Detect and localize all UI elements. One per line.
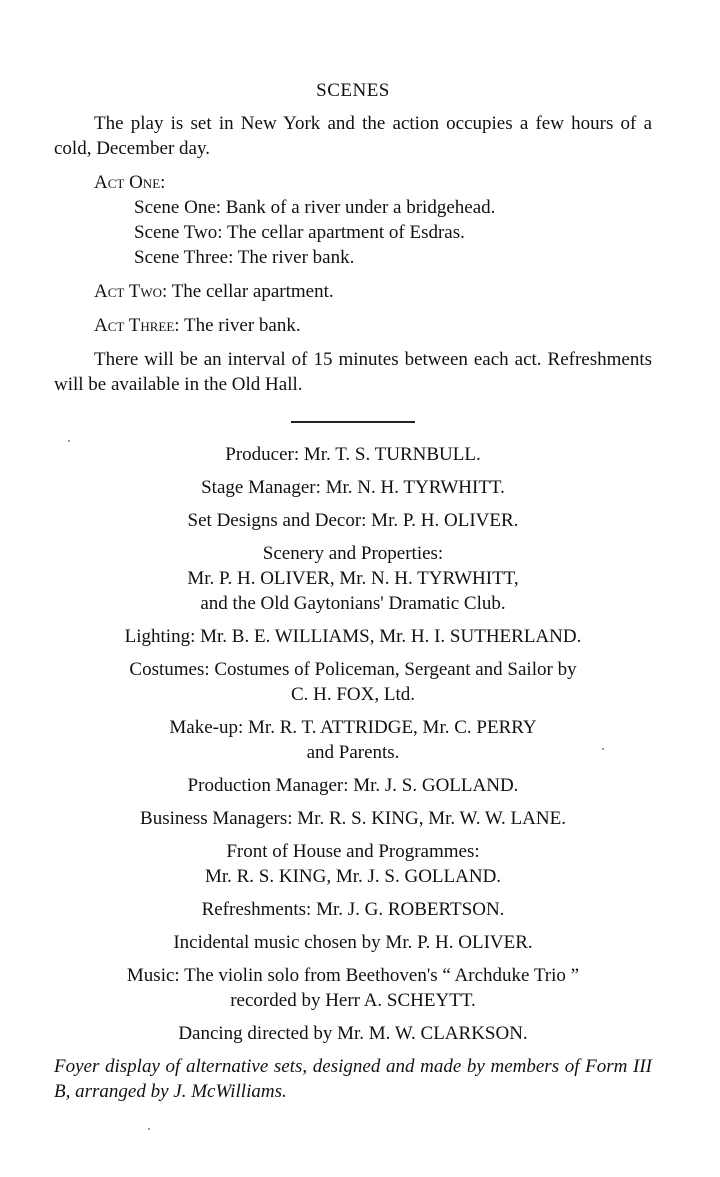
credit-line: Scenery and Properties: [262,542,444,564]
act-one-label: Act One [94,172,161,193]
credit-line: Costumes: Costumes of Policeman, Sergeant and Sailor by [129,658,577,680]
credit-line: Business Managers: Mr. R. S. KING, Mr. W. W. LANE. [140,807,566,829]
credit-line: and Parents. [306,741,400,763]
credit-entry [54,963,652,1013]
credit-entry [54,897,652,922]
act-three-text: The river bank. [183,315,301,336]
credit-line: Set Designs and Decor: Mr. P. H. OLIVER. [187,509,519,531]
credit-entry [54,541,652,616]
print-speck [68,440,70,442]
credit-entry [54,839,652,889]
act-two-text: The cellar apartment. [171,281,334,302]
credit-entry [54,442,652,467]
credit-line: Make-up: Mr. R. T. ATTRIDGE, Mr. C. PERRY [169,716,537,738]
credit-line: Front of House and Programmes: [226,840,480,862]
credit-line: Mr. R. S. KING, Mr. J. S. GOLLAND. [204,865,502,887]
act-three-label: Act Three [94,315,175,336]
act-one-scenes [134,195,652,270]
programme-page [54,78,652,1104]
credit-line: Stage Manager: Mr. N. H. TYRWHITT. [201,476,505,498]
credit-line: Lighting: Mr. B. E. WILLIAMS, Mr. H. I. SUTHERLAND. [124,625,582,647]
act-two: Act Two: The cellar apartment. [94,281,334,302]
scene-three: Scene Three: The river bank. [134,247,355,268]
credit-line: Mr. P. H. OLIVER, Mr. N. H. TYRWHITT, [187,567,519,589]
credit-line: Incidental music chosen by Mr. P. H. OLIVER. [173,931,533,953]
scene-one: Scene One: Bank of a river under a bridgehead. [134,197,496,218]
foyer-note: Foyer display of alternative sets, designed and made by members of Form III B, arranged by J. McWilliams. [54,1055,652,1102]
credit-entry [54,475,652,500]
credit-entry [54,624,652,649]
credit-entry [54,657,652,707]
act-one [94,170,652,195]
credit-entry [54,773,652,798]
interval-paragraph: There will be an interval of 15 minutes between each act. Refreshments will be available in the Old Hall. [54,349,652,395]
credit-entry [54,715,652,765]
credit-line: and the Old Gaytonians' Dramatic Club. [200,592,506,614]
scene-two: Scene Two: The cellar apartment of Esdras. [134,222,465,243]
credit-entry [54,1021,652,1046]
act-one-colon: : [160,172,166,193]
credit-line: Producer: Mr. T. S. TURNBULL. [225,443,481,465]
credit-entry [54,508,652,533]
credit-line: Music: The violin solo from Beethoven's “ Archduke Trio ” [126,964,580,986]
credit-line: recorded by Herr A. SCHEYTT. [230,989,476,1011]
credit-line: Refreshments: Mr. J. G. ROBERTSON. [201,898,505,920]
credit-entry [54,806,652,831]
print-speck [602,748,604,750]
credits-list [54,442,652,1046]
page-title: SCENES [316,80,390,101]
divider-rule [291,421,415,423]
setting-paragraph: The play is set in New York and the action occupies a few hours of a cold, December day. [54,113,652,159]
act-two-label: Act Two [94,281,163,302]
credit-line: Production Manager: Mr. J. S. GOLLAND. [187,774,519,796]
credit-line: C. H. FOX, Ltd. [290,683,416,705]
credit-entry [54,930,652,955]
print-speck [148,1128,150,1130]
credit-line: Dancing directed by Mr. M. W. CLARKSON. [178,1022,528,1044]
act-three: Act Three: The river bank. [94,315,301,336]
